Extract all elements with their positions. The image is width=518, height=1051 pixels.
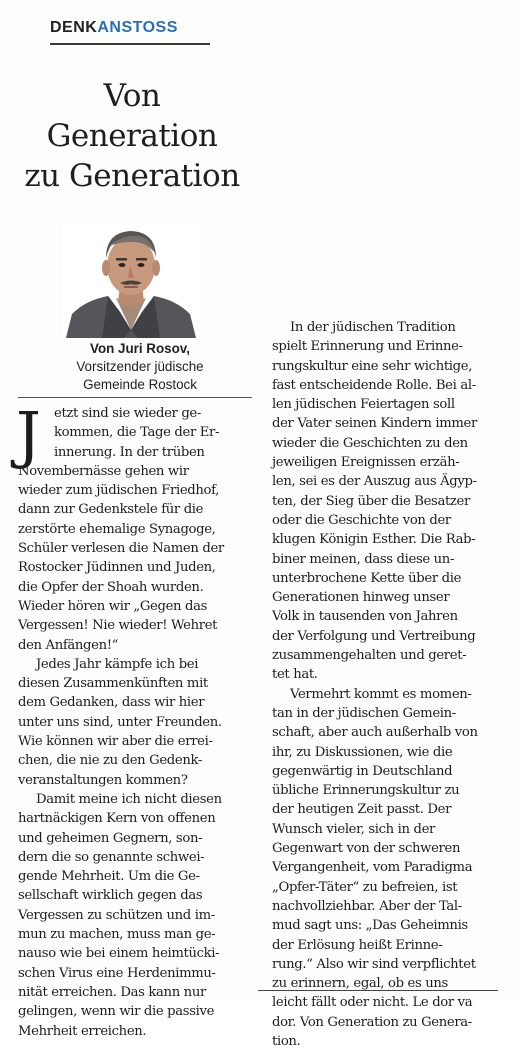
body-line: Mehrheit erreichen.: [18, 1023, 147, 1039]
body-line: unterbrochene Kette über die: [272, 570, 462, 586]
body-line: Novembernässe gehen wir: [18, 463, 189, 479]
body-line: nität erreichen. Das kann nur: [18, 984, 206, 1000]
body-line: dor. Von Generation zu Genera-: [272, 1014, 472, 1030]
body-line: ten, der Sieg über die Besatzer: [272, 493, 470, 509]
body-line: jeweiligen Ereignissen erzäh-: [272, 455, 460, 471]
body-line: gegenwärtig in Deutschland: [272, 763, 453, 779]
body-line: Gegenwart von der schweren: [272, 841, 461, 857]
body-line: zu erinnern, egal, ob es uns: [272, 976, 448, 992]
body-line: mun zu machen, muss man ge-: [18, 927, 216, 943]
author-role-line-1: Vorsitzender jüdische: [76, 359, 204, 374]
body-line: Vergangenheit, vom Paradigma: [272, 860, 473, 876]
byline-divider: [18, 397, 252, 398]
body-line: dann zur Gedenkstele für die: [18, 502, 204, 518]
article-end-rule: [258, 990, 498, 991]
author-name: Von Juri Rosov,: [90, 341, 190, 356]
body-line: veranstaltungen kommen?: [18, 772, 188, 788]
headline-line-1: Von: [103, 78, 161, 114]
author-role-line-2: Gemeinde Rostock: [83, 377, 197, 392]
body-line: fast entscheidende Rolle. Bei al-: [272, 377, 476, 393]
body-line: unter uns sind, unter Freunden.: [18, 714, 222, 730]
body-line: Vermehrt kommt es momen-: [290, 686, 472, 702]
body-line: Damit meine ich nicht diesen: [36, 791, 222, 807]
body-line: klugen Königin Esther. Die Rab-: [272, 532, 476, 548]
body-line: wieder zum jüdischen Friedhof,: [18, 483, 220, 499]
headline-line-2: Generation: [46, 118, 218, 154]
drop-cap: J: [16, 398, 41, 471]
body-line: innerung. In der trüben: [54, 444, 205, 460]
body-line: Wunsch vieler, sich in der: [272, 821, 435, 837]
body-line: tan in der jüdischen Gemein-: [272, 705, 456, 721]
body-line: dem Gedanken, dass wir hier: [18, 695, 205, 711]
body-line: len jüdischen Feiertagen soll: [272, 397, 455, 413]
body-line: „Opfer-Täter“ zu befreien, ist: [272, 879, 458, 895]
body-line: die Opfer der Shoah wurden.: [18, 579, 204, 595]
kicker-underline: [50, 43, 210, 45]
body-line: oder die Geschichte von der: [272, 512, 451, 528]
body-line: spielt Erinnerung und Erinne-: [272, 339, 463, 355]
body-line: nachvollziehbar. Aber der Tal-: [272, 898, 462, 914]
body-line: der Verfolgung und Vertreibung: [272, 628, 476, 644]
body-line: rung.“ Also wir sind verpflichtet: [272, 956, 476, 972]
body-line: Wie können wir aber die errei-: [18, 734, 213, 750]
body-line: wieder die Geschichten zu den: [272, 435, 468, 451]
body-line: und geheimen Gegnern, son-: [18, 830, 203, 846]
body-line: hartnäckigen Kern von offenen: [18, 811, 216, 827]
body-line: schen Virus eine Herdenimmu-: [18, 965, 216, 981]
body-column-right: [272, 318, 512, 1051]
author-portrait: [62, 222, 200, 338]
body-line: Schüler verlesen die Namen der: [18, 541, 224, 557]
author-portrait-image: [62, 222, 200, 338]
body-line: gende Mehrheit. Um die Ge-: [18, 869, 200, 885]
body-line: mud sagt uns: „Das Geheimnis: [272, 918, 468, 934]
body-column-left: [18, 404, 254, 1041]
body-line: zerstörte ehemalige Synagoge,: [18, 521, 216, 537]
section-kicker: [50, 18, 178, 38]
body-line: leicht fällt oder nicht. Le dor va: [272, 995, 473, 1011]
body-line: Wieder hören wir „Gegen das: [18, 598, 208, 614]
body-line: der Erlösung heißt Erinne-: [272, 937, 443, 953]
body-line: etzt sind sie wieder ge-: [54, 406, 201, 421]
headline-line-3: zu Generation: [24, 158, 240, 194]
body-line: gelingen, wenn wir die passive: [18, 1004, 215, 1020]
body-line: der Vater seinen Kindern immer: [272, 416, 477, 432]
body-line: den Anfängen!“: [18, 637, 119, 653]
body-line: sellschaft wirklich gegen das: [18, 888, 203, 904]
headline: [14, 76, 250, 196]
body-line: ihr, zu Diskussionen, wie die: [272, 744, 453, 760]
body-line: kommen, die Tage der Er-: [54, 425, 220, 441]
body-line: nauso wie bei einem heimtücki-: [18, 946, 220, 962]
body-line: Rostocker Jüdinnen und Juden,: [18, 560, 216, 576]
kicker-part-1: DENK: [50, 19, 98, 36]
body-line: tet hat.: [272, 667, 318, 683]
body-line: biner meinen, dass diese un-: [272, 551, 455, 567]
body-line: diesen Zusammenkünften mit: [18, 676, 208, 692]
body-line: Generationen hinweg unser: [272, 590, 450, 606]
byline: [40, 340, 240, 394]
body-line: rungskultur eine sehr wichtige,: [272, 358, 473, 374]
body-line: übliche Erinnerungskultur zu: [272, 783, 460, 799]
body-line: Vergessen zu schützen und im-: [18, 907, 215, 923]
body-line: In der jüdischen Tradition: [290, 320, 456, 335]
body-line: Volk in tausenden von Jahren: [272, 609, 458, 625]
body-line: schaft, aber auch außerhalb von: [272, 725, 478, 741]
body-line: Vergessen! Nie wieder! Wehret: [18, 618, 218, 634]
body-line: dern die so genannte schwei-: [18, 849, 205, 865]
kicker-part-2: ANSTOSS: [97, 19, 178, 36]
body-line: zusammengehalten und geret-: [272, 648, 467, 664]
body-line: Jedes Jahr kämpfe ich bei: [36, 656, 199, 672]
body-line: der heutigen Zeit passt. Der: [272, 802, 452, 818]
body-line: chen, die nie zu den Gedenk-: [18, 753, 202, 769]
body-line: len, sei es der Auszug aus Ägyp-: [272, 474, 477, 490]
body-line: tion.: [272, 1033, 301, 1049]
